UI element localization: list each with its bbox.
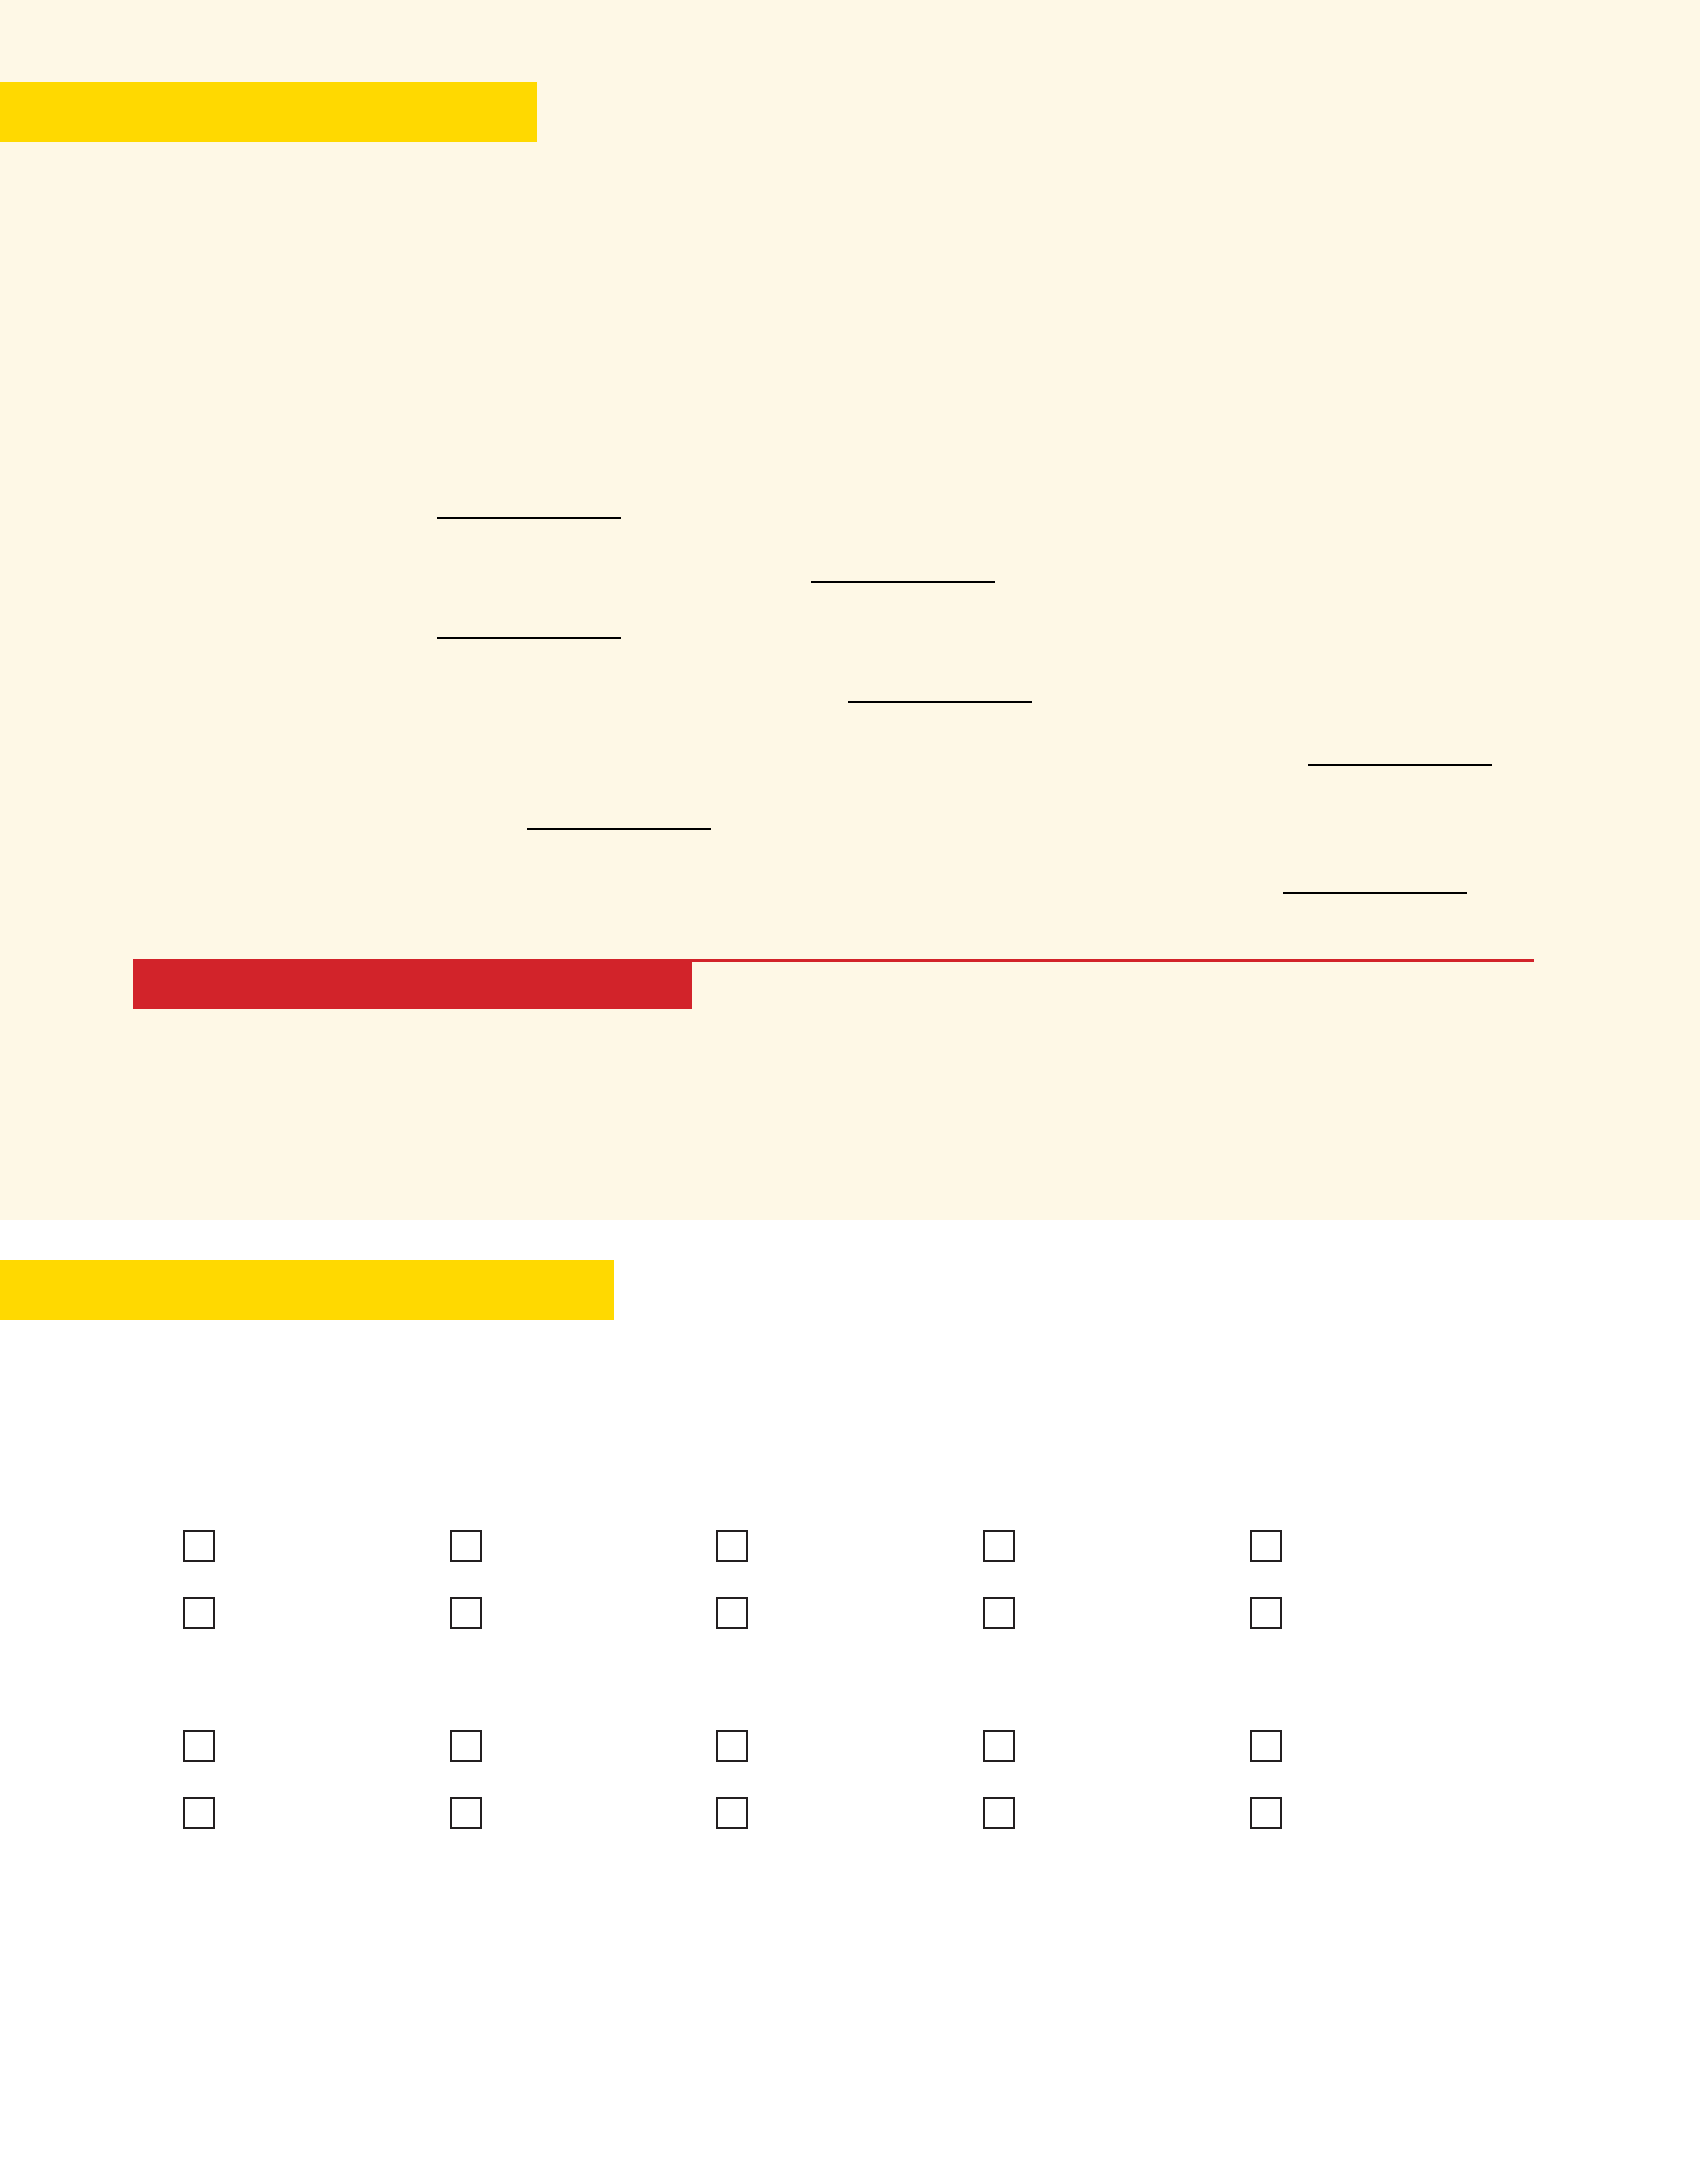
checkbox[interactable]	[1250, 1597, 1282, 1629]
checkbox[interactable]	[983, 1730, 1015, 1762]
checkbox[interactable]	[716, 1730, 748, 1762]
checkbox[interactable]	[983, 1797, 1015, 1829]
checkbox[interactable]	[716, 1797, 748, 1829]
checkbox[interactable]	[183, 1730, 215, 1762]
checkbox[interactable]	[450, 1730, 482, 1762]
checkbox[interactable]	[983, 1597, 1015, 1629]
checkbox[interactable]	[450, 1597, 482, 1629]
checkbox[interactable]	[450, 1797, 482, 1829]
checkbox[interactable]	[716, 1597, 748, 1629]
checkbox[interactable]	[1250, 1530, 1282, 1562]
checkbox[interactable]	[183, 1530, 215, 1562]
checkbox[interactable]	[183, 1597, 215, 1629]
checkbox[interactable]	[1250, 1797, 1282, 1829]
checkbox[interactable]	[983, 1530, 1015, 1562]
checkbox[interactable]	[716, 1530, 748, 1562]
checkbox[interactable]	[1250, 1730, 1282, 1762]
checkbox[interactable]	[183, 1797, 215, 1829]
checkbox[interactable]	[450, 1530, 482, 1562]
